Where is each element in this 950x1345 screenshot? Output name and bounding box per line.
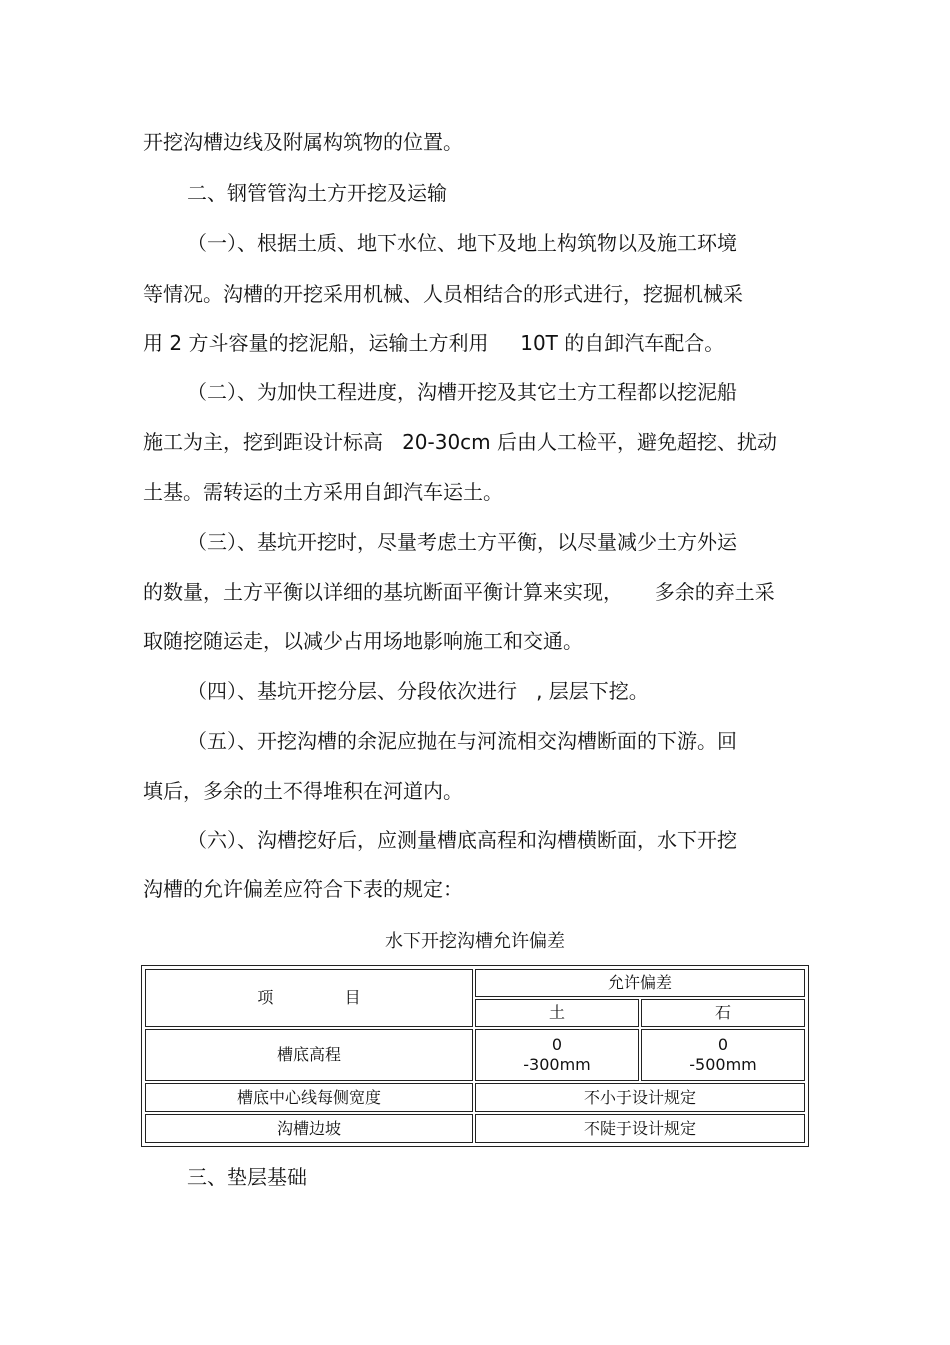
text-line: 填后，多余的土不得堆积在河道内。 [143,779,463,803]
row-item: 槽底高程 [145,1029,473,1081]
row-item: 沟槽边坡 [145,1114,473,1143]
text-line: 用 2 方斗容量的挖泥船，运输土方利用 10T 的自卸汽车配合。 [143,331,725,355]
header-rock: 石 [641,999,805,1027]
text-line: （六）、沟槽挖好后，应测量槽底高程和沟槽横断面，水下开挖 [187,828,737,852]
text-line: 等情况。沟槽的开挖采用机械、人员相结合的形式进行，挖掘机械采 [143,282,743,306]
text-line: （三）、基坑开挖时，尽量考虑土方平衡，以尽量减少土方外运 [187,530,737,554]
text-line: 施工为主，挖到距设计标高 20-30cm 后由人工检平，避免超挖、扰动 [143,430,778,454]
text-line: （二）、为加快工程进度，沟槽开挖及其它土方工程都以挖泥船 [187,380,737,404]
tolerance-table [141,965,809,1147]
merged-tolerance: 不陡于设计规定 [475,1114,805,1143]
row-item: 槽底中心线每侧宽度 [145,1083,473,1112]
table-row [145,1029,805,1081]
section-heading-2: 二、钢管管沟土方开挖及运输 [187,181,447,205]
merged-tolerance: 不小于设计规定 [475,1083,805,1112]
text-line: 沟槽的允许偏差应符合下表的规定： [143,877,463,901]
header-soil: 土 [475,999,639,1027]
table-row [145,1083,805,1112]
text-line: 取随挖随运走，以减少占用场地影响施工和交通。 [143,629,583,653]
header-tolerance: 允许偏差 [475,969,805,997]
text-line: （五）、开挖沟槽的余泥应抛在与河流相交沟槽断面的下游。回 [187,729,737,753]
soil-tolerance: 0 -300mm [475,1029,639,1081]
text-line: 的数量，土方平衡以详细的基坑断面平衡计算来实现， 多余的弃土采 [143,580,775,604]
text-line: （四）、基坑开挖分层、分段依次进行 , 层层下挖。 [187,679,649,703]
text-line: 土基。需转运的土方采用自卸汽车运土。 [143,480,503,504]
text-line: 开挖沟槽边线及附属构筑物的位置。 [143,130,463,154]
table-caption: 水下开挖沟槽允许偏差 [385,931,565,952]
text-line: （一）、根据土质、地下水位、地下及地上构筑物以及施工环境 [187,231,737,255]
section-heading-3: 三、垫层基础 [187,1165,307,1189]
header-item: 项 目 [145,969,473,1027]
table-row [145,1114,805,1143]
rock-tolerance: 0 -500mm [641,1029,805,1081]
